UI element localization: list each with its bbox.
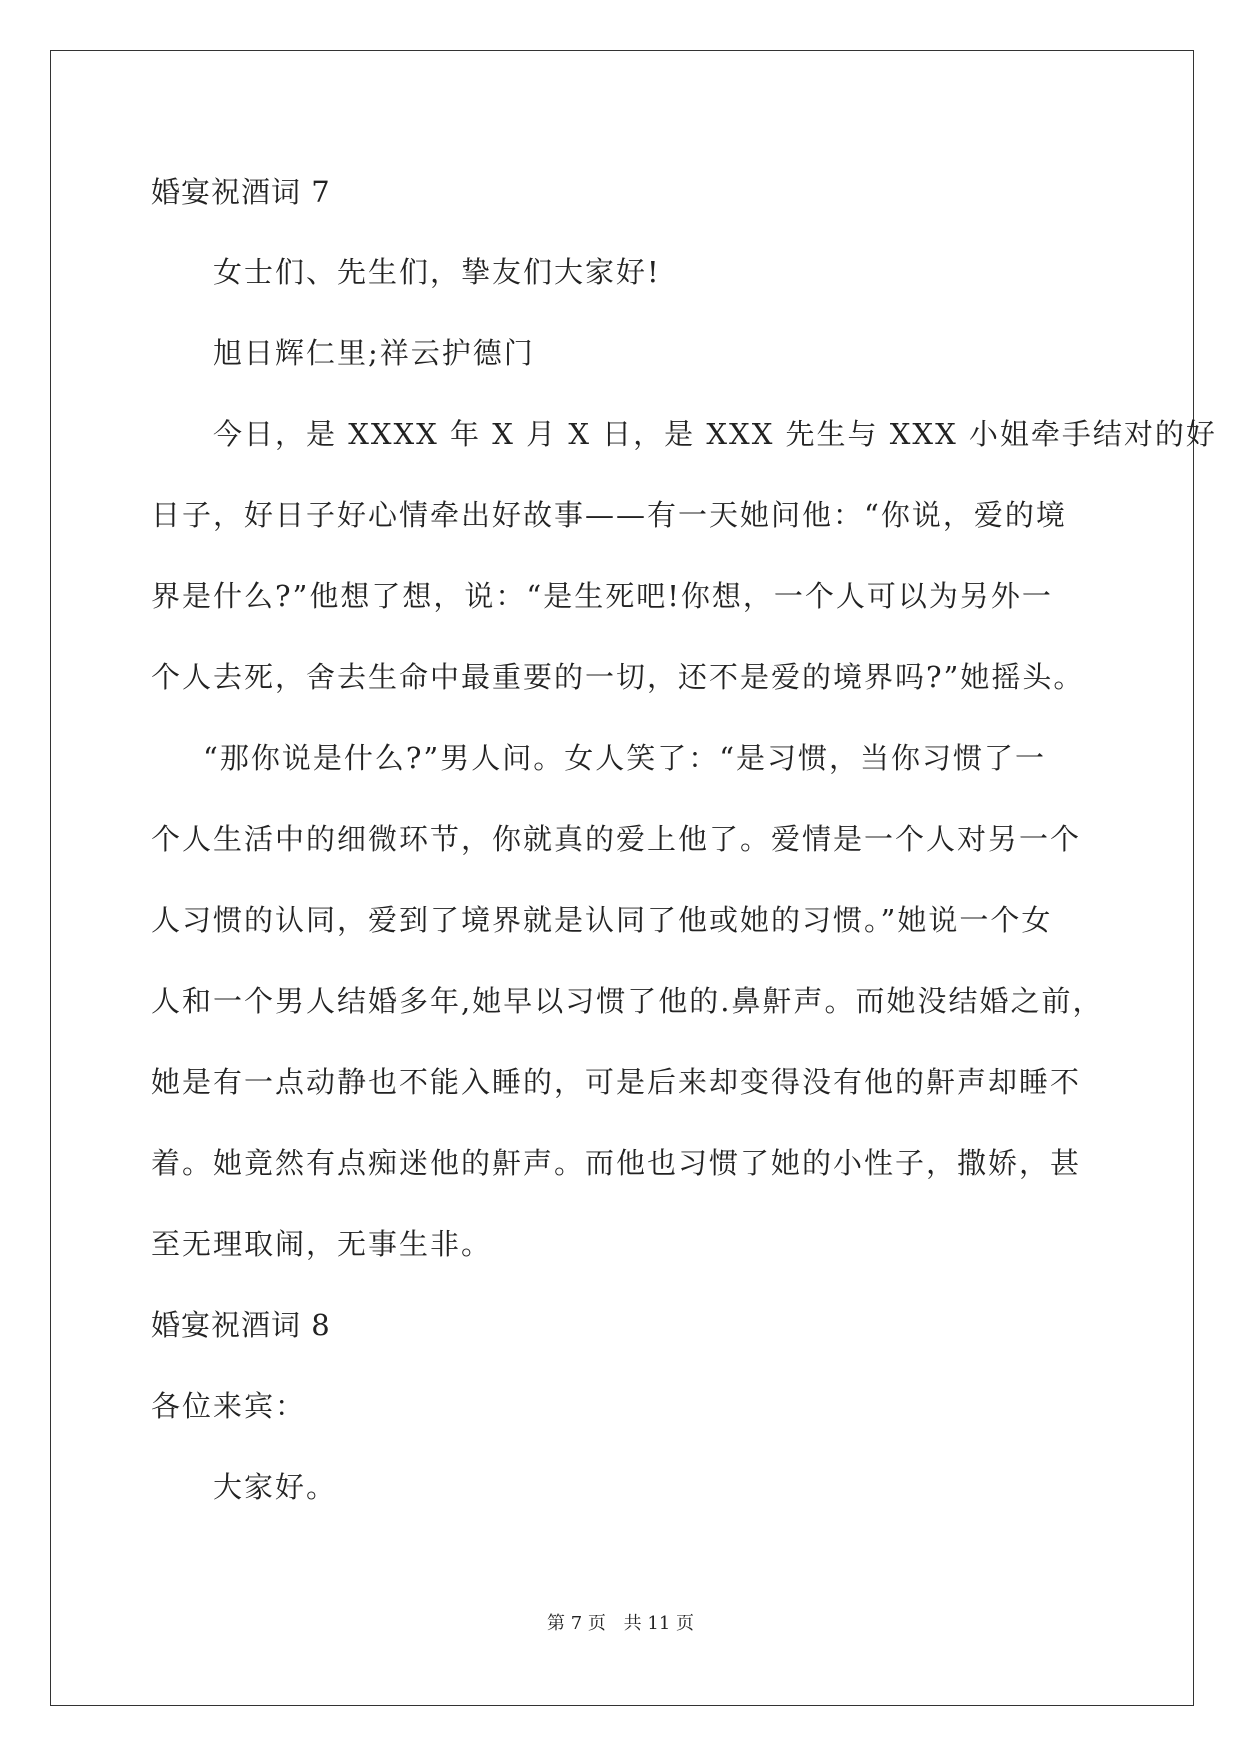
habit-line-6: 着。她竟然有点痴迷他的鼾声。而他也习惯了她的小性子，撒娇，甚: [151, 1146, 1082, 1180]
page-number-total: 共 11 页: [623, 1613, 694, 1634]
habit-line-5: 她是有一点动静也不能入睡的，可是后来却变得没有他的鼾声却睡不: [151, 1065, 1082, 1099]
greeting-paragraph: 女士们、先生们，挚友们大家好!: [213, 255, 661, 289]
habit-line-3: 人习惯的认同，爱到了境界就是认同了他或她的习惯。”她说一个女: [151, 903, 1053, 937]
habit-line-2: 个人生活中的细微环节，你就真的爱上他了。爱情是一个人对另一个: [151, 822, 1082, 856]
habit-line-4: 人和一个男人结婚多年,她早以习惯了他的.鼻鼾声。而她没结婚之前，: [151, 984, 1104, 1018]
story-line-2: 日子，好日子好心情牵出好故事——有一天她问他：“你说，爱的境: [151, 498, 1067, 532]
page-border: [50, 50, 1194, 1706]
story-line-1: 今日，是 XXXX 年 X 月 X 日，是 XXX 先生与 XXX 小姐牵手结对的好: [213, 417, 1217, 451]
story-line-4: 个人去死，舍去生命中最重要的一切，还不是爱的境界吗?”她摇头。: [151, 660, 1085, 694]
habit-line-1: “那你说是什么?”男人问。女人笑了：“是习惯，当你习惯了一: [203, 741, 1047, 775]
section-heading-7: 婚宴祝酒词 7: [151, 175, 331, 209]
hello-paragraph: 大家好。: [213, 1470, 338, 1504]
section-heading-8: 婚宴祝酒词 8: [151, 1308, 331, 1342]
page-number-current: 第 7 页: [547, 1613, 606, 1634]
guests-salutation: 各位来宾：: [151, 1389, 307, 1423]
story-line-3: 界是什么?”他想了想，说：“是生死吧!你想，一个人可以为另外一: [151, 579, 1053, 613]
habit-line-7: 至无理取闹，无事生非。: [151, 1227, 493, 1261]
couplet-paragraph: 旭日辉仁里;祥云护德门: [213, 336, 535, 370]
page-footer: [0, 1612, 1241, 1636]
